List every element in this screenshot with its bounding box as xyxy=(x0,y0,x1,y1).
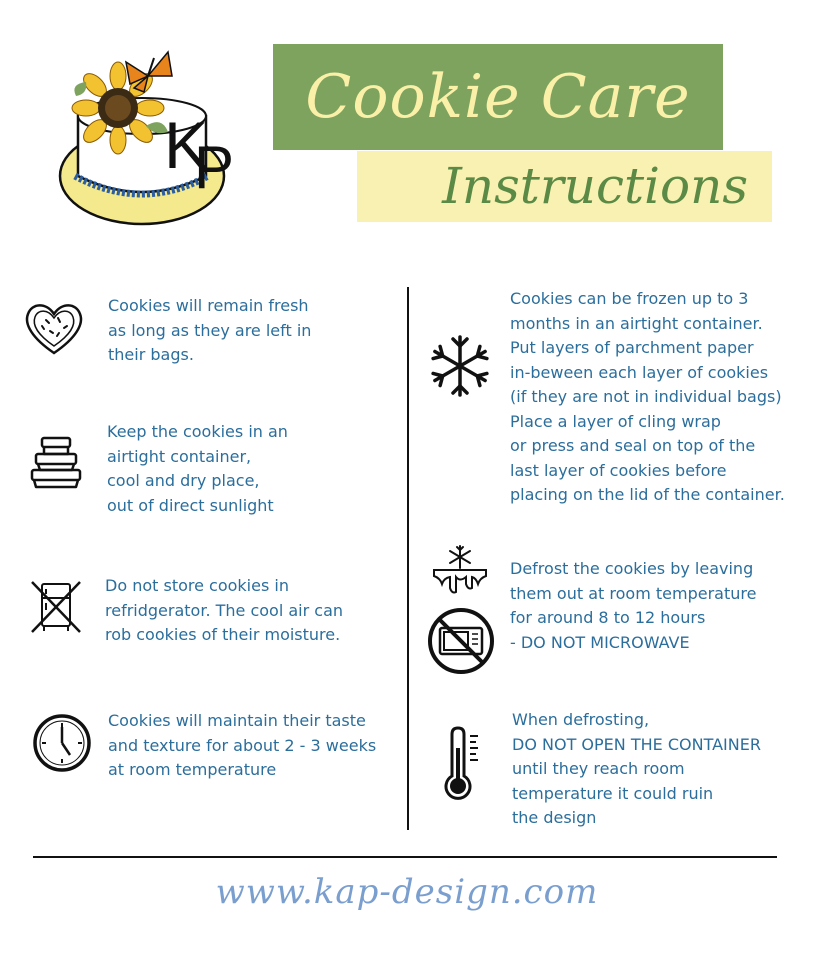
tip-shelf-life: Cookies will maintain their taste and texture for about 2 - 3 weeks at room temperature xyxy=(108,711,377,779)
clock-icon xyxy=(32,713,92,773)
footer-divider xyxy=(33,856,777,858)
tip-freezing: Cookies can be frozen up to 3 months in an airtight container. Put layers of parchment paper in-beween each layer of cookies (if they are not in individual bags) Place a layer of cling wrap or press and seal on top of the last layer of cookies before placing on the lid of the container. xyxy=(510,289,785,504)
tip-bags: Cookies will remain fresh as long as they are left in their bags. xyxy=(108,296,312,364)
title-banner: Cookie Care xyxy=(273,44,723,150)
column-divider xyxy=(407,287,409,830)
tip-defrost: Defrost the cookies by leaving them out at room temperature for around 8 to 12 hours - DO NOT MICROWAVE xyxy=(510,559,757,652)
defrost-icon xyxy=(430,544,490,602)
snowflake-icon xyxy=(430,334,490,398)
logo-letter-p: P xyxy=(194,134,235,201)
logo-letter-k: K xyxy=(164,108,209,182)
tip-airtight: Keep the cookies in an airtight container, cool and dry place, out of direct sunlight xyxy=(107,422,288,515)
kp-logo xyxy=(50,36,240,226)
thermometer-icon xyxy=(440,726,482,804)
heart-cookie-icon xyxy=(22,298,86,358)
website-url[interactable]: www.kap-design.com xyxy=(215,872,599,912)
stacked-containers-icon xyxy=(30,434,82,490)
subtitle-banner: Instructions xyxy=(357,151,772,222)
no-refrigerator-icon xyxy=(28,578,84,636)
no-microwave-icon xyxy=(426,606,496,676)
tip-refrigerator: Do not store cookies in refridgerator. The cool air can rob cookies of their moisture. xyxy=(105,576,344,644)
tip-do-not-open: When defrosting, DO NOT OPEN THE CONTAINER until they reach room temperature it could ruin the design xyxy=(512,710,761,827)
